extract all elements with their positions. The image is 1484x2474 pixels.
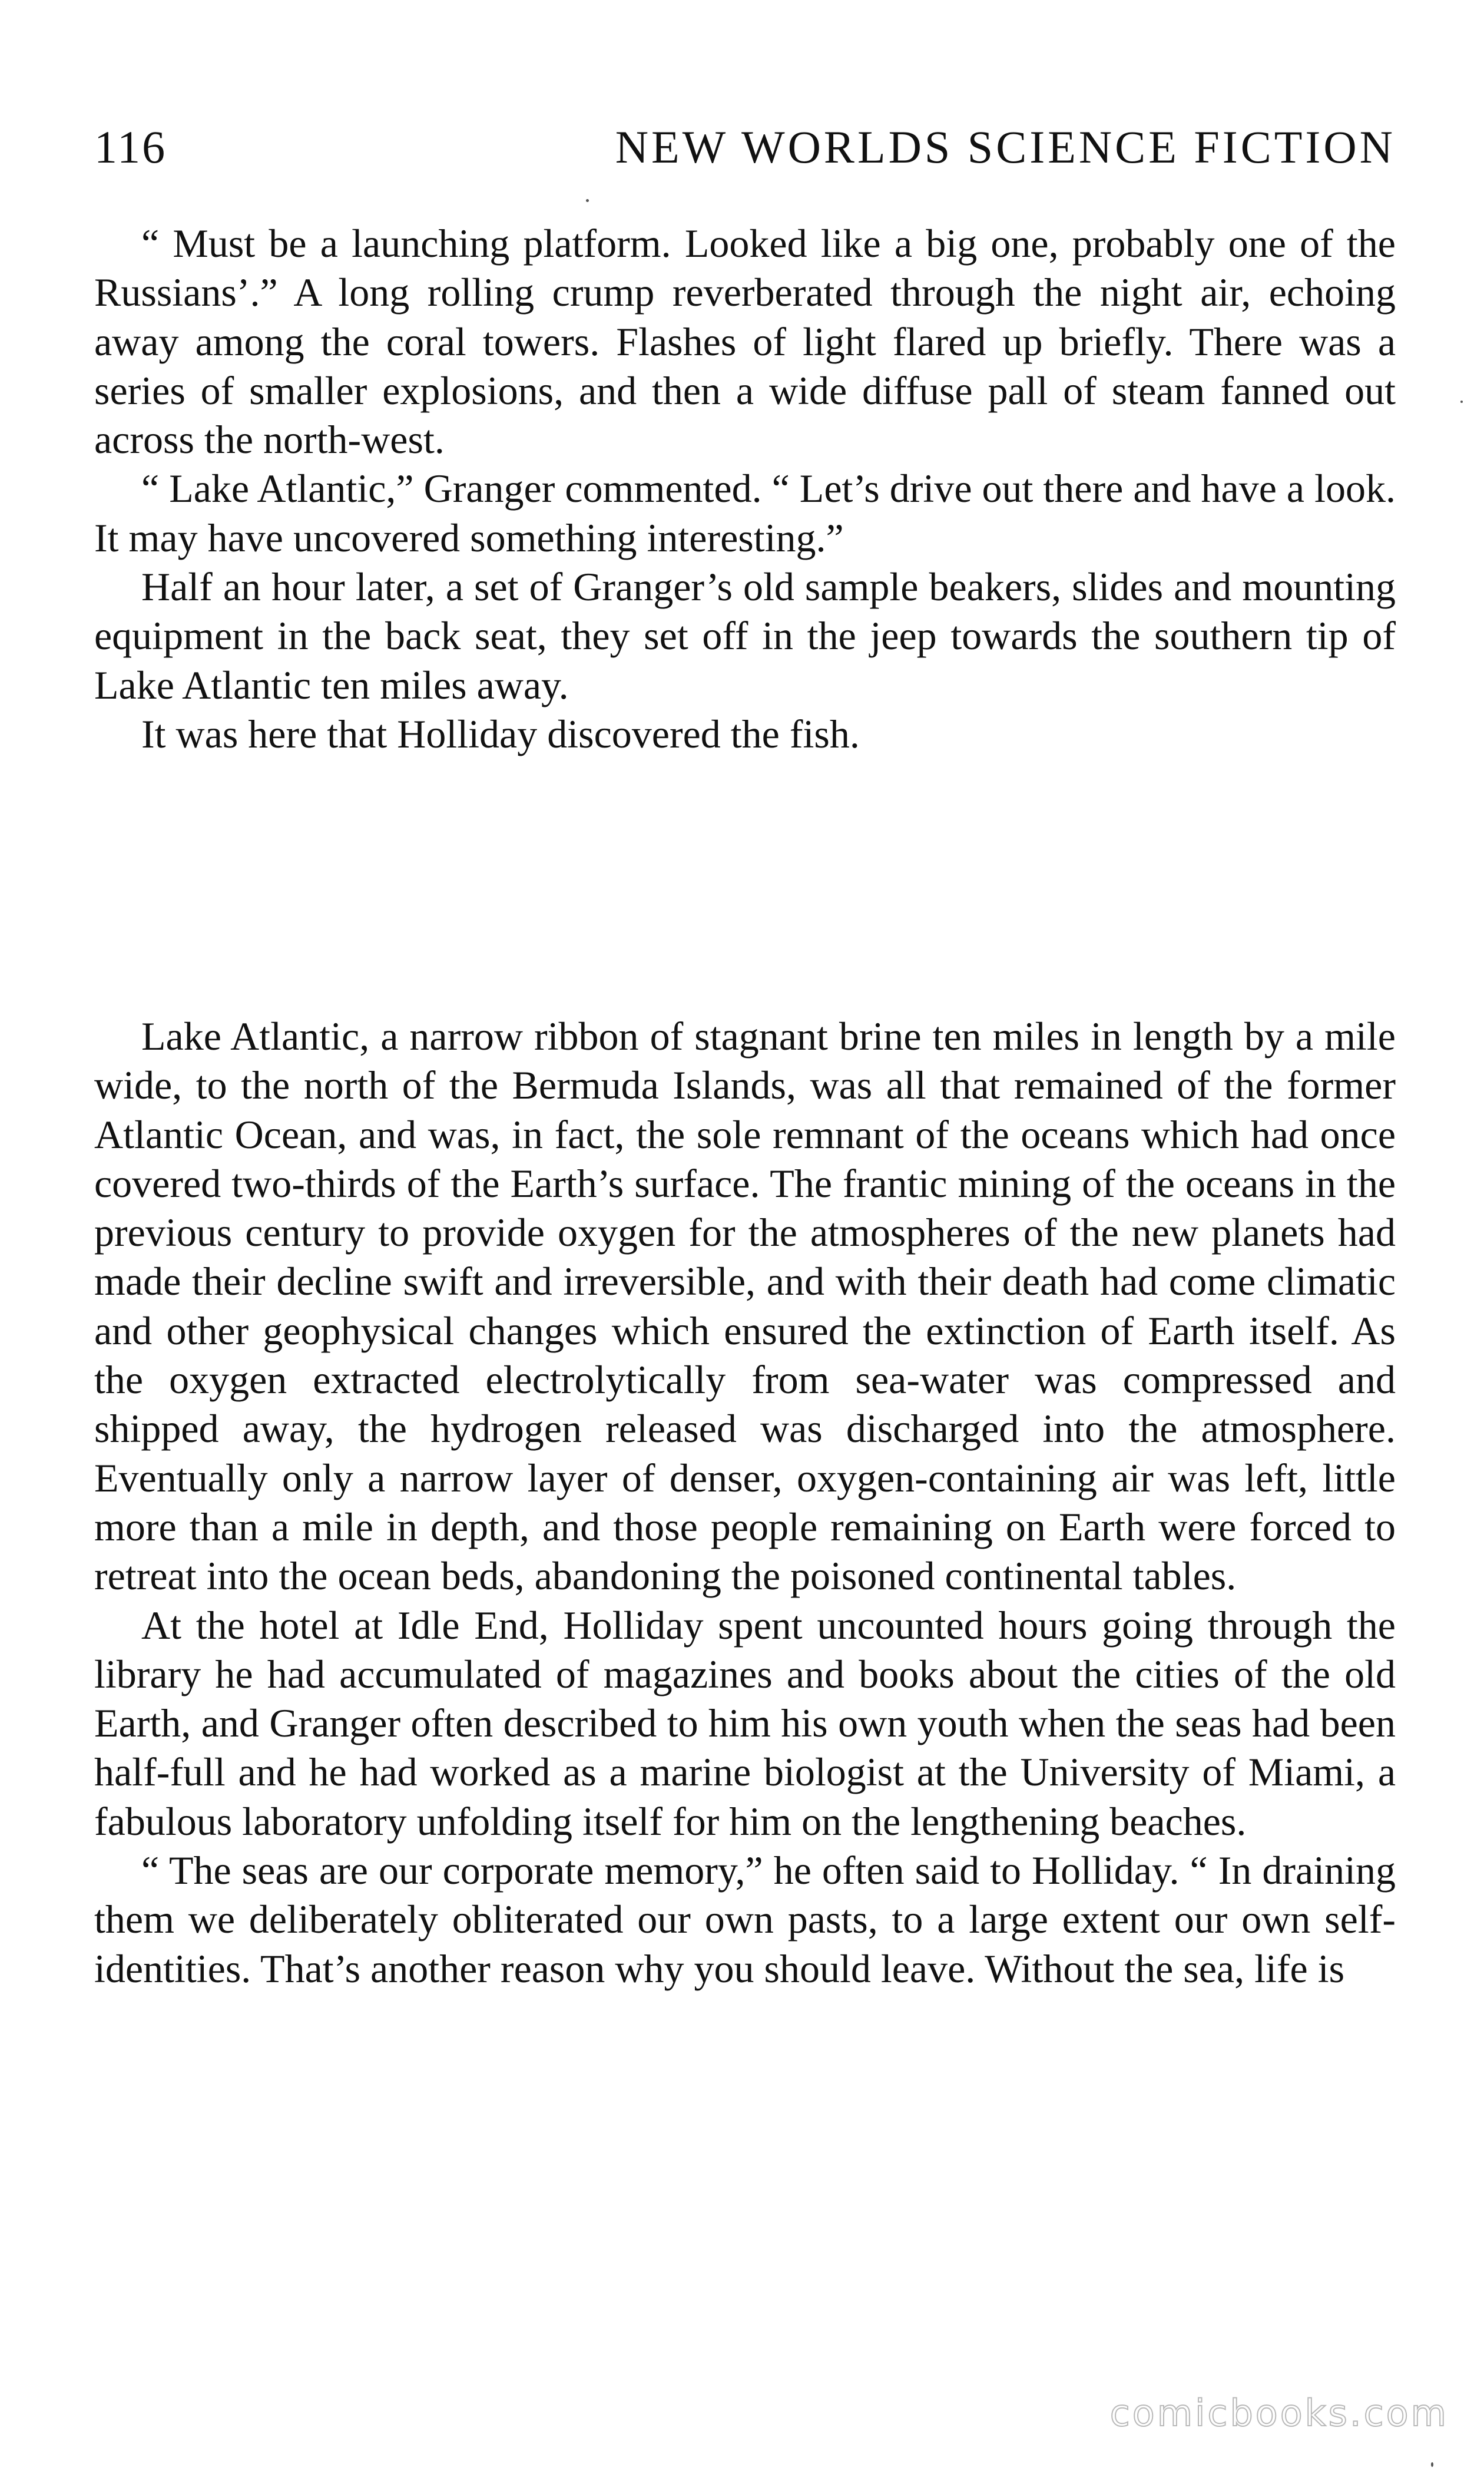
page-number: 116 [94,121,167,173]
paragraph: At the hotel at Idle End, Holliday spent uncounted hours going through the library he had accumulated of magazines and books about the cities of the old Earth, and Granger often described to him his own youth when the seas had been half-full and he had worked as a marine biologist at the University of Miami, a fabulous laboratory unfolding itself for him on the lengthening beaches. [94,1602,1396,1844]
paragraph: “ Must be a launching platform. Looked like a big one, probably one of the Russians’.” A long rolling crump reverberated through the night air, echoing away among the coral towers. Flashes of light flared up briefly. There was a series of smaller explosions, and then a wide diffuse pall of steam fanned out across the north-west. [94,221,1396,462]
paragraph: Half an hour later, a set of Granger’s old sample beakers, slides and mounting equipment in the back seat, they set off in the jeep towards the southern tip of Lake Atlantic ten miles away. [94,564,1396,707]
story-section-bottom [94,1012,1396,1993]
paragraph: It was here that Holliday discovered the fish. [141,711,860,756]
paragraph: “ Lake Atlantic,” Granger commented. “ Let’s drive out there and have a look. It may have uncovered something interesting.” [94,466,1396,560]
print-speck [1460,401,1463,403]
paragraph: “ The seas are our corporate memory,” he often said to Holliday. “ In draining them we deliberately obliterated our own pasts, to a large extent our own self-identities. That’s another reason why you should leave. Without the sea, life is [94,1848,1396,1991]
watermark: comicbooks.com [1109,2392,1449,2435]
paragraph: Lake Atlantic, a narrow ribbon of stagnant brine ten miles in length by a mile wide, to the north of the Bermuda Islands, was all that remained of the former Atlantic Ocean, and was, in fact, the sole remnant of the oceans which had once covered two-thirds of the Earth’s surface. The frantic mining of the oceans in the previous century to provide oxygen for the atmospheres of the new planets had made their decline swift and irreversible, and with their death had come climatic and other geophysical changes which ensured the extinction of Earth itself. As the oxygen extracted electrolytically from sea-water was compressed and shipped away, the hydrogen released was discharged into the atmosphere. Eventually only a narrow layer of denser, oxygen-containing air was left, little more than a mile in depth, and those people remaining on Earth were forced to retreat into the ocean beds, abandoning the poisoned continental tables. [94,1014,1396,1599]
magazine-title: NEW WORLDS SCIENCE FICTION [615,121,1396,173]
story-section-top [94,219,1396,759]
print-speck [1431,2462,1433,2467]
running-head [94,121,1396,186]
print-speck [586,199,589,202]
